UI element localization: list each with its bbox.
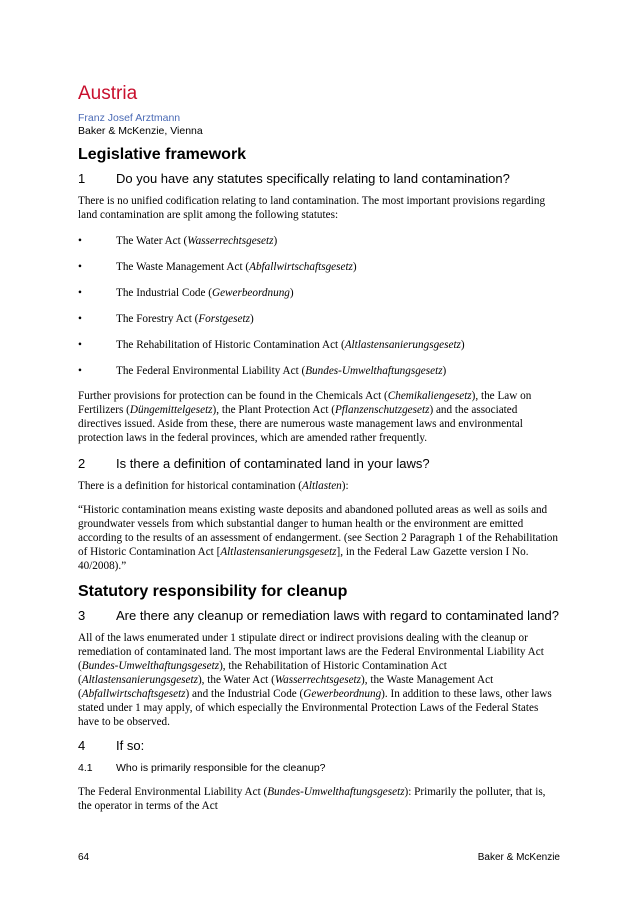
question-text: Are there any cleanup or remediation laws with regard to contaminated land? [116, 608, 559, 623]
question-number: 4 [78, 738, 86, 753]
question-4 [78, 738, 144, 753]
question-text: Do you have any statutes specifically relating to land contamination? [116, 171, 510, 186]
bullet-item: • The Waste Management Act (Abfallwirtschaftsgesetz) [78, 261, 357, 273]
subquestion-text: Who is primarily responsible for the cleanup? [116, 762, 326, 774]
bullet-item: • The Rehabilitation of Historic Contamination Act (Altlastensanierungsgesetz) [78, 339, 465, 351]
q1-intro-paragraph: There is no unified codification relating to land contamination. The most important provisions regarding land contamination are split among the following statutes: [78, 195, 546, 221]
q1-further-paragraph: Further provisions for protection can be found in the Chemicals Act (Chemikaliengesetz), the Law on Fertilizers (Düngemittelgesetz), the Plant Protection Act (Pflanzenschutzgesetz) and the associated directives issued. Aside from these, there are numerous waste management laws and environmental protection laws in the federal provinces, which are amended rather frequently. [78, 390, 532, 444]
author-name: Franz Josef Arztmann [78, 112, 181, 124]
section-heading-legislative: Legislative framework [78, 146, 247, 163]
question-3 [78, 608, 559, 623]
author-firm: Baker & McKenzie, Vienna [78, 125, 203, 137]
bullet-item: • The Forestry Act (Forstgesetz) [78, 313, 254, 325]
question-text: If so: [116, 738, 145, 753]
q2-quote-paragraph: “Historic contamination means existing waste deposits and abandoned polluted areas as well as soils and groundwater vessels from which substantial danger to human health or the environment are emitted according to the results of an assessment of endangerment. (see Section 2 Paragraph 1 of the Rehabilitation of Historic Contamination Act [Altlastensanierungsgesetz], in the Federal Law Gazette version I No. 40/2008).” [78, 504, 558, 572]
bullet-item: • The Water Act (Wasserrechtsgesetz) [78, 235, 278, 247]
section-heading-statutory: Statutory responsibility for cleanup [78, 583, 348, 600]
question-number: 2 [78, 456, 86, 471]
q3-paragraph: All of the laws enumerated under 1 stipulate direct or indirect provisions dealing with the cleanup or remediation of contaminated land. The most important laws are the Federal Environmental Liability Act (Bundes-Umwelthaftungsgesetz), the Rehabilitation of Historic Contamination Act (Altlastensanierungsgesetz), the Water Act (Wasserrechtsgesetz), the Waste Management Act (Abfallwirtschaftsgesetz) and the Industrial Code (Gewerbeordnung). In addition to these laws, other laws stated under 1 may apply, of which especially the Environmental Protection Laws of the Federal States have to be observed. [78, 632, 552, 728]
bullet-icon: • [78, 365, 82, 377]
question-number: 3 [78, 608, 86, 623]
subquestion-number: 4.1 [78, 762, 93, 774]
question-1 [78, 171, 510, 186]
page-number: 64 [78, 852, 90, 863]
question-number: 1 [78, 171, 86, 186]
q4-paragraph: The Federal Environmental Liability Act (Bundes-Umwelthaftungsgesetz): Primarily the polluter, that is, the operator in terms of the Act [78, 786, 546, 812]
question-text: Is there a definition of contaminated land in your laws? [116, 456, 430, 471]
bullet-icon: • [78, 235, 82, 247]
bullet-icon: • [78, 313, 82, 325]
bullet-icon: • [78, 261, 82, 273]
bullet-item: • The Industrial Code (Gewerbeordnung) [78, 287, 294, 299]
question-4-1 [78, 762, 326, 774]
bullet-icon: • [78, 339, 82, 351]
footer-firm: Baker & McKenzie [477, 852, 560, 863]
country-title: Austria [78, 83, 138, 104]
question-2 [78, 456, 430, 471]
bullet-item: • The Federal Environmental Liability Act (Bundes-Umwelthaftungsgesetz) [78, 365, 447, 377]
q2-intro-paragraph: There is a definition for historical contamination (Altlasten): [78, 480, 349, 492]
bullet-icon: • [78, 287, 82, 299]
